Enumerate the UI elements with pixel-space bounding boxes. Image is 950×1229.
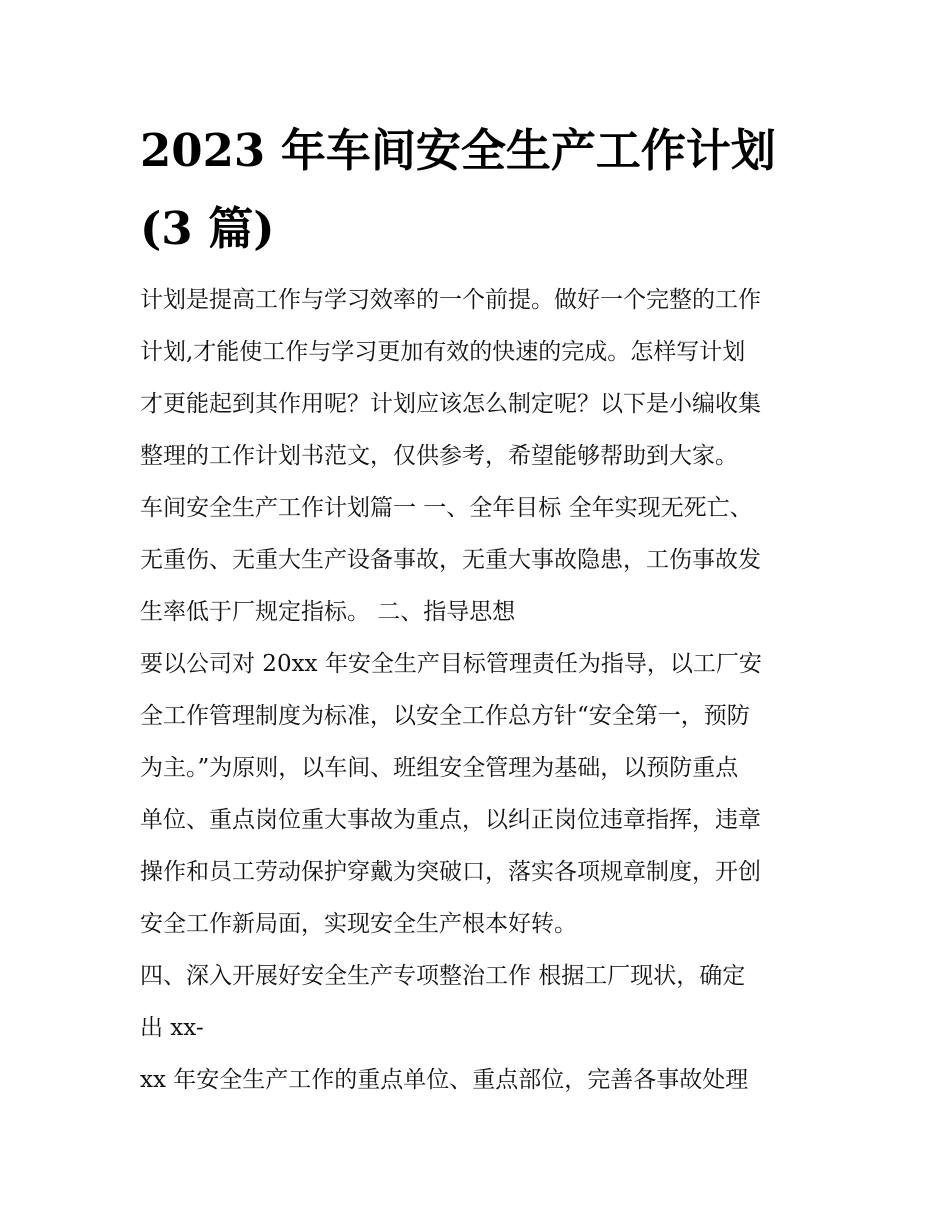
- body-line: 生率低于厂规定指标。 二、指导思想: [140, 599, 516, 625]
- body-line: 出 xx-: [140, 1015, 204, 1041]
- title-line-1: 2023 年车间安全生产工作计划: [140, 124, 776, 177]
- body-line: 安全工作新局面，实现安全生产根本好转。: [140, 911, 577, 937]
- body-line: 计划,才能使工作与学习更加有效的快速的完成。怎样写计划: [140, 339, 746, 365]
- body-line: xx 年安全生产工作的重点单位、重点部位，完善各事故处理: [140, 1067, 749, 1093]
- body-line: 四、深入开展好安全生产专项整治工作 根据工厂现状，确定: [140, 963, 746, 989]
- body-line: 才更能起到其作用呢？计划应该怎么制定呢？以下是小编收集: [140, 391, 761, 417]
- body-line: 全工作管理制度为标准，以安全工作总方针“安全第一，预防: [140, 703, 750, 729]
- body-line: 车间安全生产工作计划篇一 一、全年目标 全年实现无死亡、: [140, 495, 753, 521]
- body-line: 计划是提高工作与学习效率的一个前提。做好一个完整的工作: [140, 287, 761, 313]
- body-line: 操作和员工劳动保护穿戴为突破口，落实各项规章制度，开创: [140, 859, 761, 885]
- body-line: 单位、重点岗位重大事故为重点，以纠正岗位违章指挥，违章: [140, 807, 761, 833]
- body-line: 无重伤、无重大生产设备事故，无重大事故隐患，工伤事故发: [140, 547, 761, 573]
- document-body: [140, 274, 840, 1106]
- body-line: 为主。”为原则，以车间、班组安全管理为基础，以预防重点: [140, 755, 739, 781]
- title-line-2: (3 篇): [140, 202, 275, 255]
- body-line: 要以公司对 20xx 年安全生产目标管理责任为指导，以工厂安: [140, 651, 762, 677]
- document-title: [140, 112, 830, 268]
- body-line: 整理的工作计划书范文，仅供参考，希望能够帮助到大家。: [140, 443, 738, 469]
